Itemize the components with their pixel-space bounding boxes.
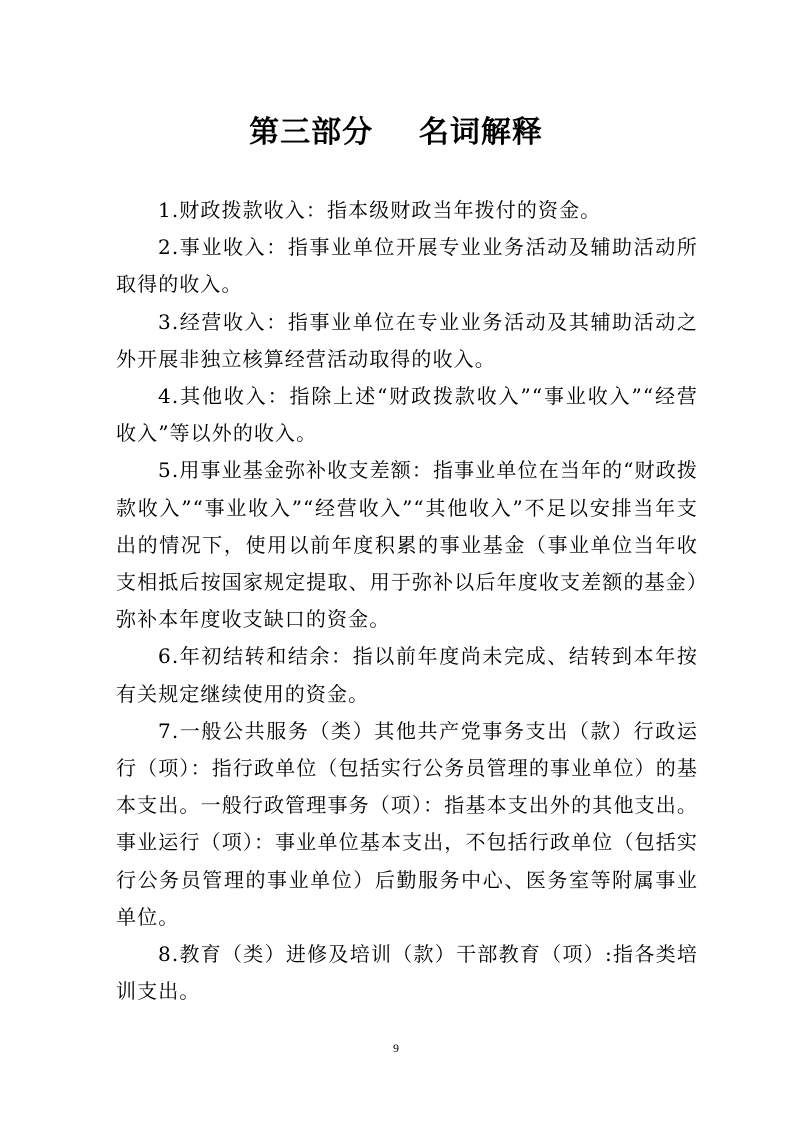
paragraph-education-training: 8.教育（类）进修及培训（款）干部教育（项）:指各类培训支出。: [116, 942, 698, 1004]
page-title: 第三部分 名词解释: [249, 115, 543, 150]
paragraph-general-public-services: 7.一般公共服务（类）其他共产党事务支出（款）行政运行（项）：指行政单位（包括实行公务员管理的事业单位）的基本支出。一般行政管理事务（项）：指基本支出外的其他支出。事业运行（项）：事业单位基本支出，不包括行政单位（包括实行公务员管理的事业单位）后勤服务中心、医务室等附属事业单位。: [116, 718, 698, 929]
paragraph-operating-income: 3.经营收入：指事业单位在专业业务活动及其辅助活动之外开展非独立核算经营活动取得的收入。: [116, 309, 698, 371]
page-number: 9: [393, 1041, 399, 1055]
paragraph-financial-appropriation-income: 1.财政拨款收入：指本级财政当年拨付的资金。: [158, 198, 602, 222]
paragraph-other-income: 4.其他收入：指除上述“财政拨款收入”“事业收入”“经营收入”等以外的收入。: [116, 384, 698, 446]
paragraph-carryover-balance: 6.年初结转和结余：指以前年度尚未完成、结转到本年按有关规定继续使用的资金。: [116, 644, 698, 706]
paragraph-business-income: 2.事业收入：指事业单位开展专业业务活动及辅助活动所取得的收入。: [116, 235, 698, 297]
paragraph-business-fund-offset: 5.用事业基金弥补收支差额：指事业单位在当年的“财政拨款收入”“事业收入”“经营收入”“其他收入”不足以安排当年支出的情况下，使用以前年度积累的事业基金（事业单位当年收支相抵后按国家规定提取、用于弥补以后年度收支差额的基金）弥补本年度收支缺口的资金。: [116, 458, 698, 632]
document-body: [116, 192, 698, 1010]
